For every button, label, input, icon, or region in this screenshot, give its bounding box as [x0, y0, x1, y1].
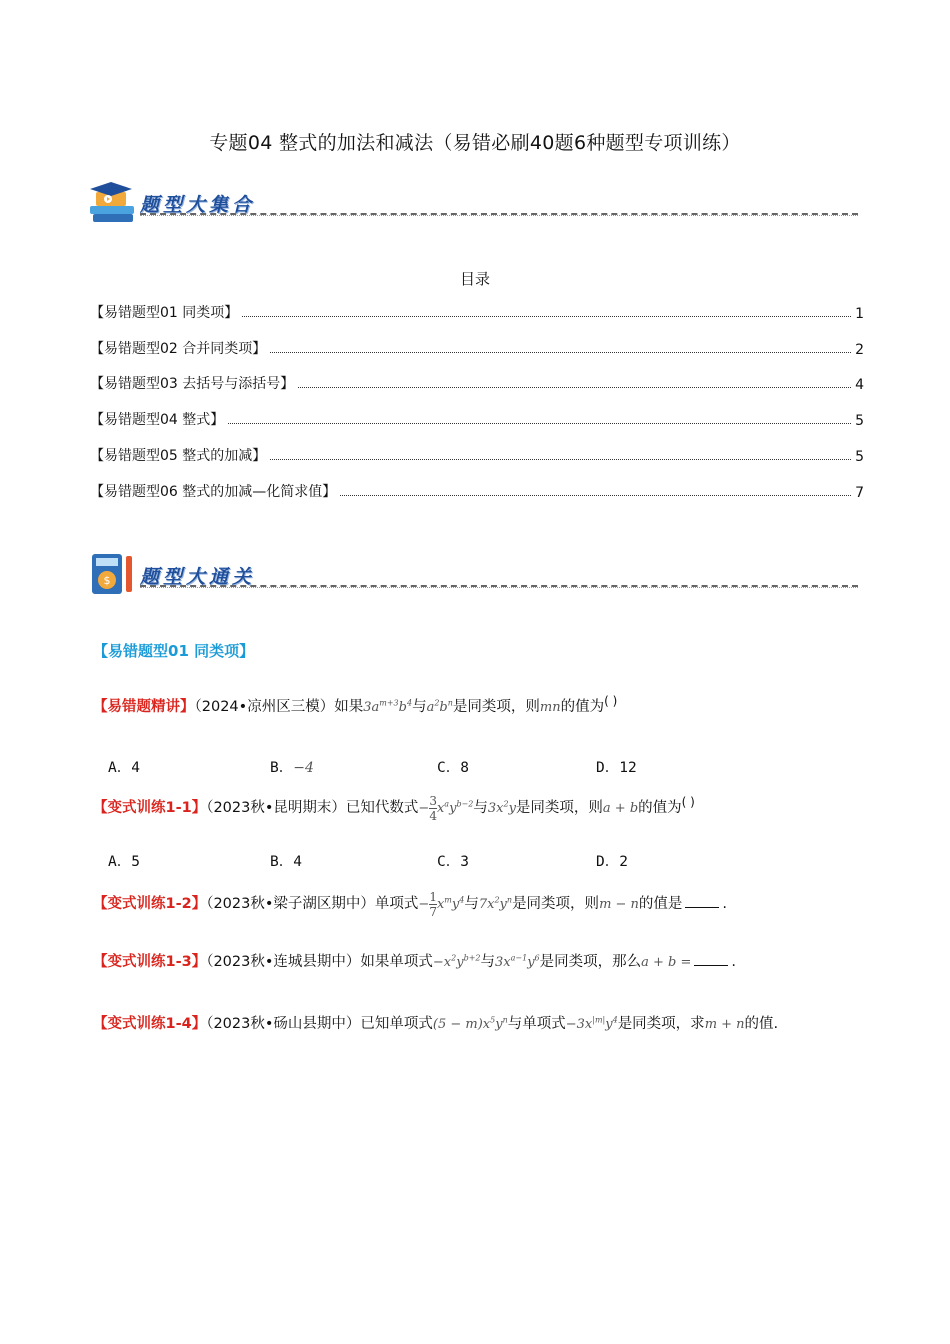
book-stack-icon — [88, 180, 138, 224]
toc-item[interactable] — [90, 336, 864, 358]
toc-item[interactable] — [90, 371, 864, 393]
option-b[interactable]: B．−4 — [270, 760, 314, 776]
question-text: 是同类项，则 — [452, 698, 540, 715]
question-text: 与 — [412, 698, 427, 715]
option-a[interactable]: A．4 — [108, 760, 140, 776]
math-term: $-x^2y^{b+2}$ — [432, 953, 481, 970]
toc-item-page: 4 — [855, 377, 864, 393]
question-tag: 【易错题精讲】 — [93, 698, 195, 715]
toc-item-page: 1 — [855, 306, 864, 322]
question-text: 与 — [473, 800, 488, 816]
question-text: 的值为 — [638, 800, 682, 816]
question-tag: 【变式训练1-3】 — [93, 954, 207, 970]
toc-item-label: 【易错题型04 整式】 — [90, 412, 225, 428]
toc-item[interactable] — [90, 407, 864, 429]
toc-leader — [242, 316, 851, 317]
toc-item-label: 【易错题型06 整式的加减—化简求值】 — [90, 484, 337, 500]
question-text: 是同类项，则 — [512, 896, 600, 912]
toc-item[interactable] — [90, 443, 864, 465]
question-source: （2023秋•砀山县期中）已知单项式 — [206, 1016, 433, 1032]
toc-item[interactable] — [90, 479, 864, 501]
toc-leader — [270, 459, 851, 460]
math-term: a + b = — [641, 955, 692, 970]
question-1-3: 【变式训练1-3】（2023秋•连城县期中）如果单项式$-x^2y^{b+2}$与$3x^{a-1}y^6$是同类项，那么a + b = . — [93, 953, 737, 970]
toc-leader — [340, 495, 851, 496]
math-term: $7x^2y^n$ — [478, 895, 513, 912]
answer-paren: ( ) — [681, 795, 695, 810]
answer-blank[interactable] — [694, 965, 728, 966]
option-d[interactable]: D．12 — [596, 760, 637, 776]
toc-leader — [270, 352, 851, 353]
question-text: 与 — [480, 954, 496, 970]
section-banner-practice — [88, 552, 858, 596]
math-term: mn — [539, 699, 561, 715]
question-source: （2023秋•梁子湖区期中）单项式 — [206, 896, 419, 912]
page-title: 专题04 整式的加法和减法（易错必刷40题6种题型专项训练） — [209, 132, 741, 154]
question-text: 的值. — [744, 1016, 779, 1032]
section-banner-collection — [88, 180, 858, 224]
question-text: 与 — [464, 896, 479, 912]
toc-item[interactable] — [90, 300, 864, 322]
toc-leader — [298, 387, 851, 388]
question-text: 的值为 — [560, 698, 605, 715]
question-source: （2024•凉州区三模）如果 — [194, 698, 364, 715]
math-term: $(5 - m)x^5y^n$ — [432, 1015, 508, 1032]
question-text: 的值是 — [638, 896, 683, 912]
toc-heading: 目录 — [459, 270, 490, 288]
math-term: $-3x^{|m|}y^4$ — [565, 1015, 618, 1032]
toc-item-label: 【易错题型03 去括号与添括号】 — [90, 376, 295, 392]
svg-text:$: $ — [103, 574, 111, 587]
question-source: （2023秋•昆明期末）已知代数式 — [206, 800, 419, 816]
question-tag: 【变式训练1-2】 — [93, 896, 207, 912]
option-d[interactable]: D．2 — [596, 854, 628, 870]
option-c[interactable]: C．8 — [437, 760, 469, 776]
question-1-1 — [93, 794, 695, 823]
question-1-2: 【变式训练1-2】（2023秋•梁子湖区期中）单项式− $\frac{1}{7}$ $x^my^4$与$7x^2y^n$是同类项，则m − n的值是 . — [93, 890, 728, 919]
question-text: 是同类项，求 — [617, 1016, 705, 1032]
math-term: − $\frac{1}{7}$ $x^my^4$ — [418, 890, 465, 919]
math-term: $3x^{a-1}y^6$ — [495, 953, 540, 970]
math-term: m + n — [704, 1017, 745, 1032]
toc-item-label: 【易错题型02 合并同类项】 — [90, 341, 267, 357]
toc-item-label: 【易错题型05 整式的加减】 — [90, 448, 267, 464]
option-a[interactable]: A．5 — [108, 854, 140, 870]
math-term: − $\frac{3}{4}$ $x^ay^{b-2}$ — [418, 794, 474, 823]
toc-item-page: 5 — [855, 413, 864, 429]
question-text: 与单项式 — [507, 1016, 566, 1032]
question-text: 是同类项，则 — [515, 800, 603, 816]
question-text: 是同类项，那么 — [539, 954, 642, 970]
answer-paren: ( ) — [604, 694, 618, 708]
divider — [140, 215, 858, 216]
math-term: m − n — [599, 897, 639, 912]
answer-blank[interactable] — [685, 907, 719, 908]
math-term: $a^2b^n$ — [426, 698, 453, 715]
question-1-4 — [93, 1012, 778, 1033]
option-b[interactable]: B．4 — [270, 854, 302, 870]
question-tag: 【变式训练1-4】 — [93, 1016, 207, 1032]
section-heading: 【易错题型01 同类项】 — [93, 642, 255, 660]
math-term: $3x^2y$ — [487, 799, 516, 816]
toc-item-label: 【易错题型01 同类项】 — [90, 305, 239, 321]
divider — [140, 587, 858, 588]
math-term: a + b — [602, 801, 639, 816]
question-tag: 【变式训练1-1】 — [93, 800, 207, 816]
math-term: $3a^{m+3}b^4$ — [363, 698, 413, 715]
toc-item-page: 5 — [855, 449, 864, 465]
calculator-coin-icon — [88, 552, 138, 596]
question-source: （2023秋•连城县期中）如果单项式 — [206, 954, 433, 970]
banner-title: 题型大通关 — [140, 566, 256, 588]
question-main — [93, 694, 617, 716]
toc-leader — [228, 423, 851, 424]
option-c[interactable]: C．3 — [437, 854, 469, 870]
toc-item-page: 7 — [855, 485, 864, 501]
banner-title: 题型大集合 — [140, 194, 256, 216]
toc-item-page: 2 — [855, 342, 864, 358]
